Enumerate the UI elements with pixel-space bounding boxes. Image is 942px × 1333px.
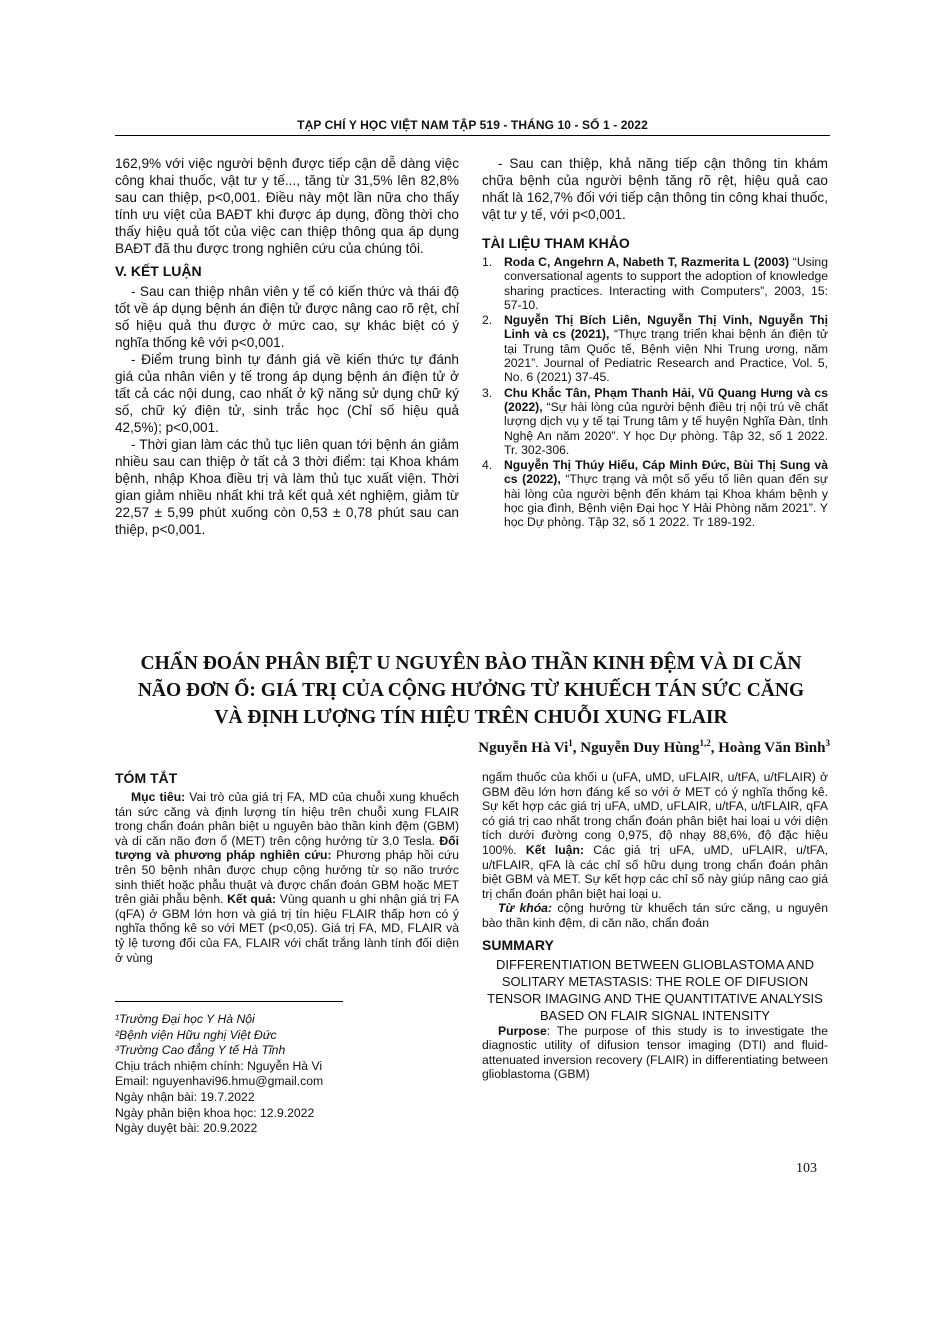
author-affiliation: 1 bbox=[568, 738, 573, 748]
reference-text: “Thực trạng và một số yếu tố liên quan đến sự hài lòng của người bệnh đến khám tại Khoa khám bệnh y học gia đình, Bệnh viện Đại học Y Hải Phòng năm 2021”. Y học Dự phòng. Tập 32, số 1 2022. Tr 189-192. bbox=[504, 472, 829, 530]
result-label: Kết quả: bbox=[227, 892, 277, 907]
reference-item bbox=[482, 255, 828, 312]
page-number: 103 bbox=[796, 1161, 817, 1176]
reference-number: 1. bbox=[482, 255, 493, 269]
abstract-left bbox=[115, 770, 459, 965]
footnotes bbox=[115, 1012, 459, 1137]
conclusion-text: Các giá trị uFA, uMD, uFLAIR, u/tFA, u/tFLAIR, qFA là các chỉ số hữu dụng trong chẩn đoán phân biệt GBM và MET. Sự kết hợp các chỉ số này giúp nâng cao giá trị chẩn đoán phân biệt hai loại u. bbox=[482, 842, 829, 901]
conclusion-point-2: - Điểm trung bình tự đánh giá về kiến thức tự đánh giá của nhân viên y tế trong áp dụng bệnh án điện tử ở tất cả các nội dung, cao nhất ở kỹ năng sử dụng chữ ký số, chữ ký điện tử, sinh trắc học (Chỉ số hiệu quả 42,5%); p<0,001. bbox=[115, 352, 459, 435]
purpose-text: : The purpose of this study is to investigate the diagnostic utility of difusion tensor imaging (DTI) and fluid-attenuated inversion recovery (FLAIR) in differentiating between glioblastoma (GBM) bbox=[482, 1023, 828, 1082]
abstract-body bbox=[115, 790, 459, 965]
affiliation-1: ¹Trường Đại học Y Hà Nội bbox=[115, 1012, 255, 1026]
left-column-top bbox=[115, 155, 459, 538]
method-label: Đối tượng và phương pháp nghiên cứu: bbox=[115, 833, 459, 863]
affiliation-2: ²Bệnh viện Hữu nghị Việt Đức bbox=[115, 1027, 277, 1042]
author-name: Hoàng Văn Bình bbox=[718, 740, 826, 756]
article-title-line-3: VÀ ĐỊNH LƯỢNG TÍN HIỆU TRÊN CHUỖI XUNG FLAIR bbox=[214, 707, 728, 728]
purpose-label: Purpose bbox=[498, 1023, 547, 1038]
reference-authors: Chu Khắc Tân, Phạm Thanh Hải, Vũ Quang Hưng và cs (2022), bbox=[504, 385, 828, 414]
header-rule bbox=[115, 135, 830, 136]
abstract-heading: TÓM TẮT bbox=[115, 770, 178, 786]
objective-label: Mục tiêu: bbox=[131, 790, 186, 804]
article-title-line-2: NÃO ĐƠN Ổ: GIÁ TRỊ CỦA CỘNG HƯỞNG TỪ KHUẾCH TÁN SỨC CĂNG bbox=[137, 680, 805, 701]
author-separator: , bbox=[710, 740, 719, 756]
article-authors bbox=[478, 738, 830, 757]
summary-heading: SUMMARY bbox=[482, 936, 554, 953]
keywords-label: Từ khóa: bbox=[498, 901, 553, 916]
summary-body bbox=[482, 1024, 828, 1082]
intro-paragraph: 162,9% với việc người bệnh được tiếp cận dễ dàng việc công khai thuốc, vật tư y tế..., tăng từ 31,5% lên 82,8% sau can thiệp, p<0,001. Điều này một lần nữa cho thấy tính ưu việt của BAĐT khi được áp dụng, đồng thời cho thấy hiệu quả tốt của việc can thiệp thông qua áp dụng BAĐT đã thu được trong nghiên cứu của chúng tôi. bbox=[115, 156, 459, 256]
date-received: Ngày nhận bài: 19.7.2022 bbox=[115, 1089, 255, 1104]
journal-header: TẠP CHÍ Y HỌC VIỆT NAM TẬP 519 - THÁNG 10 - SỐ 1 - 2022 bbox=[297, 118, 648, 132]
references-list bbox=[482, 255, 828, 530]
reference-authors: Nguyễn Thị Bích Liên, Nguyễn Thị Vinh, Nguyễn Thị Linh và cs (2021), bbox=[504, 313, 828, 342]
corresponding-author: Chịu trách nhiệm chính: Nguyễn Hà Vi bbox=[115, 1058, 323, 1073]
conclusion-point-4: - Sau can thiệp, khả năng tiếp cận thông tin khám chữa bệnh của người bệnh tăng rõ rệt, hiệu quả cao nhất là 162,7% đối với tiếp cận thông tin công khai thuốc, vật tư y tế, với p<0,001. bbox=[482, 156, 828, 222]
date-reviewed: Ngày phản biện khoa học: 12.9.2022 bbox=[115, 1105, 315, 1120]
author-affiliation: 1,2 bbox=[699, 738, 711, 748]
reference-item bbox=[482, 386, 828, 457]
reference-item bbox=[482, 313, 828, 384]
article-title-line-1: CHẨN ĐOÁN PHÂN BIỆT U NGUYÊN BÀO THẦN KINH ĐỆM VÀ DI CĂN bbox=[140, 653, 802, 674]
objective-text: Vai trò của giá trị FA, MD của chuỗi xung khuếch tán sức căng và định lượng tín hiệu trên chuỗi xung FLAIR trong chẩn đoán phân biệt u nguyên bào thần kinh đệm (GBM) và di căn não đơn ổ (MET) trên cộng hưởng từ 3.0 Tesla. bbox=[115, 790, 459, 848]
reference-authors: Roda C, Angehrn A, Nabeth T, Razmerita L (2003) bbox=[504, 255, 790, 269]
conclusion-label: Kết luận: bbox=[525, 842, 584, 857]
right-column-top bbox=[482, 155, 828, 531]
author-affiliation: 3 bbox=[825, 738, 830, 748]
reference-item bbox=[482, 458, 828, 529]
conclusion-point-3: - Thời gian làm các thủ tục liên quan tới bệnh án giảm nhiều sau can thiệp ở tất cả 3 thời điểm: tại Khoa khám bệnh, nhập Khoa điều trị và làm thủ tục xuất viện. Thời gian giảm nhiều nhất khi trả kết quả xét nghiệm, giảm từ 22,57 ± 5,99 phút xuống còn 0,53 ± 0,78 phút sau can thiệp, p<0,001. bbox=[115, 437, 459, 537]
reference-text: “Thực trạng triển khai bệnh án điện tử tại Trung tâm Quốc tế, Bệnh viện Nhi Trung ương, năm 2021”. Journal of Pediatric Research and Practice, Vol. 5, No. 6 (2021) 37-45. bbox=[504, 327, 828, 385]
author-name: Nguyễn Duy Hùng bbox=[580, 740, 700, 756]
affiliation-3: ³Trường Cao đẳng Y tế Hà Tĩnh bbox=[115, 1043, 286, 1058]
abstract-continued bbox=[482, 770, 828, 931]
author-email: Email: nguyenhavi96.hmu@gmail.com bbox=[115, 1074, 324, 1089]
article-title bbox=[108, 650, 834, 731]
abstract-right bbox=[482, 770, 828, 1082]
author-separator: , bbox=[572, 740, 581, 756]
reference-authors: Nguyễn Thị Thúy Hiếu, Cáp Minh Đức, Bùi Thị Sung và cs (2022), bbox=[504, 458, 828, 487]
result-text: Vùng quanh u ghi nhận giá trị FA (qFA) ở GBM lớn hơn và giá trị tín hiệu FLAIR thấp hơn có ý nghĩa thống kê so với MET (p<0,05). Giá trị FA, MD, FLAIR và tỷ lệ tương đối của FA, FLAIR với chất trắng lành tính đối diện ở vùng bbox=[115, 892, 459, 965]
references-heading: TÀI LIỆU THAM KHẢO bbox=[482, 235, 630, 251]
keywords-text: cộng hưởng từ khuếch tán sức căng, u nguyên bào thần kinh đệm, di căn não, chẩn đoán bbox=[482, 901, 828, 930]
reference-number: 4. bbox=[482, 458, 493, 473]
conclusion-heading: V. KẾT LUẬN bbox=[115, 263, 202, 279]
reference-text: “Using conversational agents to support the adoption of knowledge sharing practices. Interacting with Computers”, 2003, 15: 57-10. bbox=[504, 255, 828, 312]
author-name: Nguyễn Hà Vi bbox=[478, 740, 569, 756]
reference-number: 3. bbox=[482, 385, 493, 400]
reference-number: 2. bbox=[482, 313, 493, 328]
summary-title: DIFFERENTIATION BETWEEN GLIOBLASTOMA AND SOLITARY METASTASIS: THE ROLE OF DIFUSION TENSOR IMAGING AND THE QUANTITATIVE ANALYSIS BASED ON FLAIR SIGNAL INTENSITY bbox=[487, 956, 823, 1023]
footnote-rule bbox=[115, 1001, 343, 1002]
abstract-continued-text: ngấm thuốc của khối u (uFA, uMD, uFLAIR, u/tFA, u/tFLAIR) ở GBM đều lớn hơn đáng kể so với ở MET có ý nghĩa thống kê. Sự kết hợp các giá trị uFA, uMD, uFLAIR, u/tFA, u/tFLAIR, qFA có giá trị cao nhất trong chẩn đoán phân biệt hai loại u với diện tích dưới đường cong 0,975, độ nhạy 88,6%, độ đặc hiệu 100%. bbox=[482, 770, 828, 857]
date-accepted: Ngày duyệt bài: 20.9.2022 bbox=[115, 1121, 258, 1136]
conclusion-point-1: - Sau can thiệp nhân viên y tế có kiến thức và thái độ tốt về áp dụng bệnh án điện tử được nâng cao rõ rệt, chỉ số hiệu quả thu được ở mức cao, sự khác biệt có ý nghĩa thống kê với p<0,001. bbox=[115, 284, 459, 350]
method-text: Phương pháp hồi cứu trên 50 bệnh nhân được chụp cộng hưởng từ sọ não trước sinh thiết hoặc phẫu thuật và được chẩn đoán GBM hoặc MET trên giải phẫu bệnh. bbox=[115, 848, 459, 907]
reference-text: “Sự hài lòng của người bệnh điều trị nội trú về chất lượng dịch vụ y tế tại Trung tâm y tế huyện Nghĩa Đàn, tỉnh Nghệ An năm 2020”. Y học Dự phòng. Tập 32, số 1 2022. Tr. 302-306. bbox=[504, 399, 828, 457]
